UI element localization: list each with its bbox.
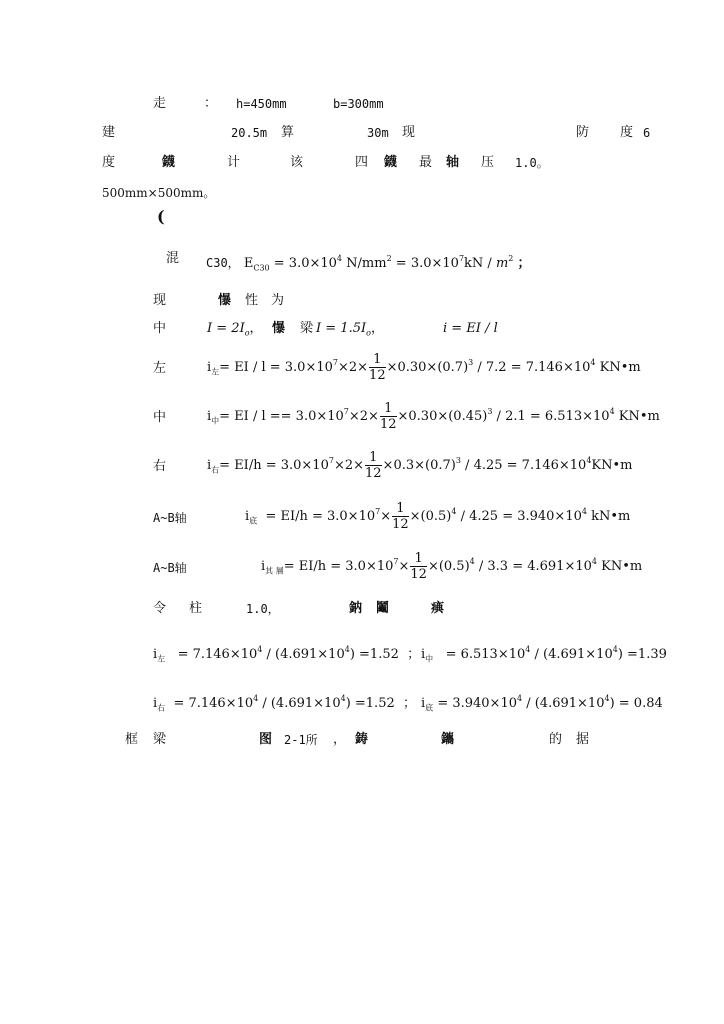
text-exp1: 7 <box>332 358 338 367</box>
text-fig-ref: 2-1所 <box>284 733 318 747</box>
text-zhong: 中 <box>153 321 167 336</box>
equation-i-bottom <box>245 501 630 532</box>
text-build: 建 <box>102 125 116 140</box>
text-mid: ×2× <box>333 458 364 473</box>
text-expr: = 6.513×10 <box>445 647 526 662</box>
text-i: i <box>153 647 158 662</box>
text-degree: 度 <box>620 125 634 140</box>
text-expr: = 7.146×10 <box>177 647 258 662</box>
text-ji: 计 <box>227 155 241 170</box>
fraction-1-12 <box>365 450 382 481</box>
text-m: m <box>495 256 509 271</box>
equation-i-mid <box>207 401 660 432</box>
text-garbled-9: 鑴 <box>441 732 455 747</box>
text-mid: × <box>380 509 392 524</box>
equation-ratio-bottom <box>421 691 663 717</box>
text-i: i <box>421 647 426 662</box>
text-degree-2: 度 <box>102 155 116 170</box>
text-exp1: 7 <box>343 407 349 416</box>
text-pre: = EI / l == 3.0×10 <box>219 409 344 424</box>
text-garbled-2: 鑖 <box>384 155 398 170</box>
fraction-denominator: 12 <box>369 368 386 383</box>
text-exp2: 4 <box>612 645 618 654</box>
text-garbled-1: 鑖 <box>162 155 176 170</box>
equation-i-right <box>207 450 633 481</box>
text-i-sub: 中 <box>425 654 434 664</box>
fraction-1-12 <box>392 501 409 532</box>
text-exp2: 4 <box>344 645 350 654</box>
text-E-unit: N/mm <box>342 256 387 271</box>
text-garbled-3: 懪 <box>218 293 232 308</box>
text-four: 四 <box>355 155 369 170</box>
fraction-1-12 <box>369 352 386 383</box>
text-comma2: ， <box>370 321 384 336</box>
text-exp3: 4 <box>581 507 587 516</box>
text-I2: I = 2I <box>207 321 245 336</box>
text-colon: ： <box>204 96 218 111</box>
text-exp1: 7 <box>328 456 334 465</box>
text-mid: / (4.691×10 <box>258 696 341 711</box>
text-E-exp: 4 <box>336 254 343 263</box>
text-E: E <box>243 256 254 271</box>
text-o2: o <box>366 328 371 338</box>
text-pre: = EI/h = 3.0×10 <box>283 559 394 574</box>
text-pressure: 压 <box>481 155 495 170</box>
text-exp2: 4 <box>340 694 346 703</box>
text-unit: KN•m <box>591 458 633 473</box>
text-mid: / (4.691×10 <box>530 647 613 662</box>
text-i: i <box>245 509 250 524</box>
text-post: ×0.30×(0.45) <box>397 409 488 424</box>
fraction-denominator: 12 <box>379 417 397 432</box>
equation-modulus <box>206 251 531 277</box>
text-walk: 走 <box>153 96 167 111</box>
text-kN: kN / <box>464 256 496 271</box>
fraction-1-12 <box>410 551 427 582</box>
text-garbled-8: 鋳 <box>355 732 369 747</box>
text-axis: 轴 <box>446 155 460 170</box>
text-ju: 据 <box>576 732 590 747</box>
equation-i-EI-l: i = EI / l <box>443 321 498 336</box>
text-section-size: 500mm×500mm。 <box>102 186 216 200</box>
text-de: 的 <box>549 732 563 747</box>
text-h450: h=450mm <box>236 97 287 111</box>
text-post: ×(0.5) <box>409 509 452 524</box>
text-mid: ×2× <box>337 360 369 375</box>
text-most: 最 <box>419 155 433 170</box>
text-o1: o <box>244 328 250 338</box>
text-sep: ； <box>407 647 421 662</box>
text-exp1: 7 <box>393 557 399 566</box>
text-tail: / 4.25 = 3.940×10 <box>456 509 582 524</box>
text-zhu: 柱 <box>189 601 203 616</box>
equation-ratio-right <box>153 691 416 717</box>
text-garbled-6: 鬮 <box>376 601 390 616</box>
fraction-numerator: 1 <box>380 401 397 417</box>
text-calc: 算 <box>281 125 295 140</box>
text-tail: / 4.25 = 7.146×10 <box>460 458 587 473</box>
text-tu: 图 <box>259 732 273 747</box>
text-30m: 30m <box>367 126 389 140</box>
fraction-numerator: 1 <box>410 551 427 567</box>
text-post: ×0.30×(0.7) <box>386 360 469 375</box>
text-comma1: ， <box>249 321 263 336</box>
text-label-mid: 中 <box>153 410 167 425</box>
text-i-sub: 左 <box>157 654 166 664</box>
text-expr: = 3.940×10 <box>437 696 517 711</box>
text-E-val: = 3.0×10 <box>273 256 337 271</box>
text-garbled-4: 懪 <box>272 321 286 336</box>
text-i: i <box>153 696 158 711</box>
text-unit: KN•m <box>595 360 641 375</box>
text-exp2: 3 <box>468 358 474 367</box>
equation-i-left <box>207 352 641 383</box>
text-E-val2: = 3.0×10 <box>391 256 459 271</box>
text-i-sub: 右 <box>157 703 166 713</box>
text-wei: 为 <box>271 293 285 308</box>
text-ling: 令 <box>153 601 167 616</box>
text-post: ×0.3×(0.7) <box>382 458 456 473</box>
fraction-denominator: 12 <box>392 517 409 532</box>
text-xian: 现 <box>153 293 167 308</box>
text-exp2: 4 <box>451 507 457 516</box>
text-10-comma: 1.0， <box>246 602 280 616</box>
fraction-denominator: 12 <box>365 466 382 481</box>
text-mid: × <box>398 559 410 574</box>
text-i: i <box>261 559 266 574</box>
text-205m: 20.5m <box>231 126 268 140</box>
text-end: ) =1.52 <box>349 647 399 662</box>
text-liang: 梁 <box>300 321 314 336</box>
text-exp1: 7 <box>375 507 381 516</box>
fraction-denominator: 12 <box>410 567 427 582</box>
text-pre: = EI/h = 3.0×10 <box>265 509 376 524</box>
text-ratio-10: 1.0。 <box>515 156 549 170</box>
text-pre: = EI / l = 3.0×10 <box>219 360 333 375</box>
text-label-ab1: A~B轴 <box>153 511 187 525</box>
text-exp2: 4 <box>469 557 475 566</box>
text-end: ) =1.39 <box>617 647 667 662</box>
text-exp1: 4 <box>253 694 259 703</box>
equation-concrete <box>166 251 179 267</box>
text-defense: 防 <box>576 125 590 140</box>
text-b300: b=300mm <box>333 97 384 111</box>
text-mid: ×2× <box>348 409 379 424</box>
text-xing: 性 <box>245 293 259 308</box>
text-E-sub: C30 <box>253 263 270 273</box>
text-label-left: 左 <box>153 361 167 376</box>
text-now: 现 <box>402 125 416 140</box>
text-end: ) =1.52 <box>345 696 395 711</box>
text-E-exp2: 7 <box>458 254 465 263</box>
text-c30: C30， <box>206 256 240 270</box>
text-i-sub: 左 <box>211 367 220 377</box>
text-unit: KN•m <box>614 409 660 424</box>
text-i: i <box>421 696 426 711</box>
equation-ratio-left <box>153 642 420 668</box>
fraction-numerator: 1 <box>392 501 409 517</box>
text-exp3: 4 <box>590 358 596 367</box>
text-i-sub: 底 <box>249 516 258 526</box>
equation-i-upper <box>261 551 642 582</box>
text-i-sub: 其 層 <box>265 566 284 576</box>
text-sep: ； <box>403 696 417 711</box>
text-exp2: 3 <box>455 456 461 465</box>
text-i: i <box>207 458 212 473</box>
text-exp3: 4 <box>591 557 597 566</box>
text-tail: / 3.3 = 4.691×10 <box>474 559 592 574</box>
text-expr: = 7.146×10 <box>173 696 254 711</box>
text-tail: / 2.1 = 6.513×10 <box>492 409 610 424</box>
text-exp1: 4 <box>257 645 263 654</box>
text-i-sub: 底 <box>425 703 434 713</box>
equation-I-15Io <box>316 321 384 342</box>
text-exp3: 4 <box>586 456 592 465</box>
text-label-right: 右 <box>153 459 167 474</box>
text-tail: / 7.2 = 7.146×10 <box>473 360 591 375</box>
text-semicolon: ； <box>517 256 531 271</box>
text-mid: / (4.691×10 <box>262 647 345 662</box>
text-liang-2: 梁 <box>153 732 167 747</box>
equation-I-2Io <box>207 321 263 342</box>
text-unit: KN•m <box>596 559 643 574</box>
fraction-numerator: 1 <box>369 352 386 368</box>
text-paren: ( <box>157 207 165 226</box>
text-m-exp: 2 <box>508 254 514 263</box>
text-garbled-7: 痶 <box>431 601 445 616</box>
text-gai: 该 <box>290 155 304 170</box>
text-label-ab2: A~B轴 <box>153 561 187 575</box>
text-hun: 混 <box>166 251 180 266</box>
text-exp1: 4 <box>517 694 523 703</box>
text-six: 6 <box>643 126 651 140</box>
text-unit: kN•m <box>586 509 631 524</box>
text-I15: I = 1.5I <box>316 321 367 336</box>
text-exp1: 4 <box>525 645 531 654</box>
text-exp2: 3 <box>487 407 493 416</box>
text-kuang: 框 <box>125 732 139 747</box>
text-end: ) = 0.84 <box>609 696 663 711</box>
text-garbled-5: 鈉 <box>349 601 363 616</box>
text-pre: = EI/h = 3.0×10 <box>219 458 329 473</box>
text-comma-3: ， <box>333 732 347 747</box>
equation-ratio-mid <box>421 642 667 668</box>
text-mid: / (4.691×10 <box>522 696 605 711</box>
text-i-sub: 右 <box>211 465 220 475</box>
text-E-unit-exp: 2 <box>386 254 392 263</box>
text-exp2: 4 <box>604 694 610 703</box>
fraction-1-12 <box>380 401 397 432</box>
text-i: i <box>207 409 212 424</box>
text-post: ×(0.5) <box>427 559 470 574</box>
text-i: i <box>207 360 212 375</box>
text-exp3: 4 <box>609 407 615 416</box>
fraction-numerator: 1 <box>365 450 382 466</box>
text-i-sub: 中 <box>211 416 220 426</box>
